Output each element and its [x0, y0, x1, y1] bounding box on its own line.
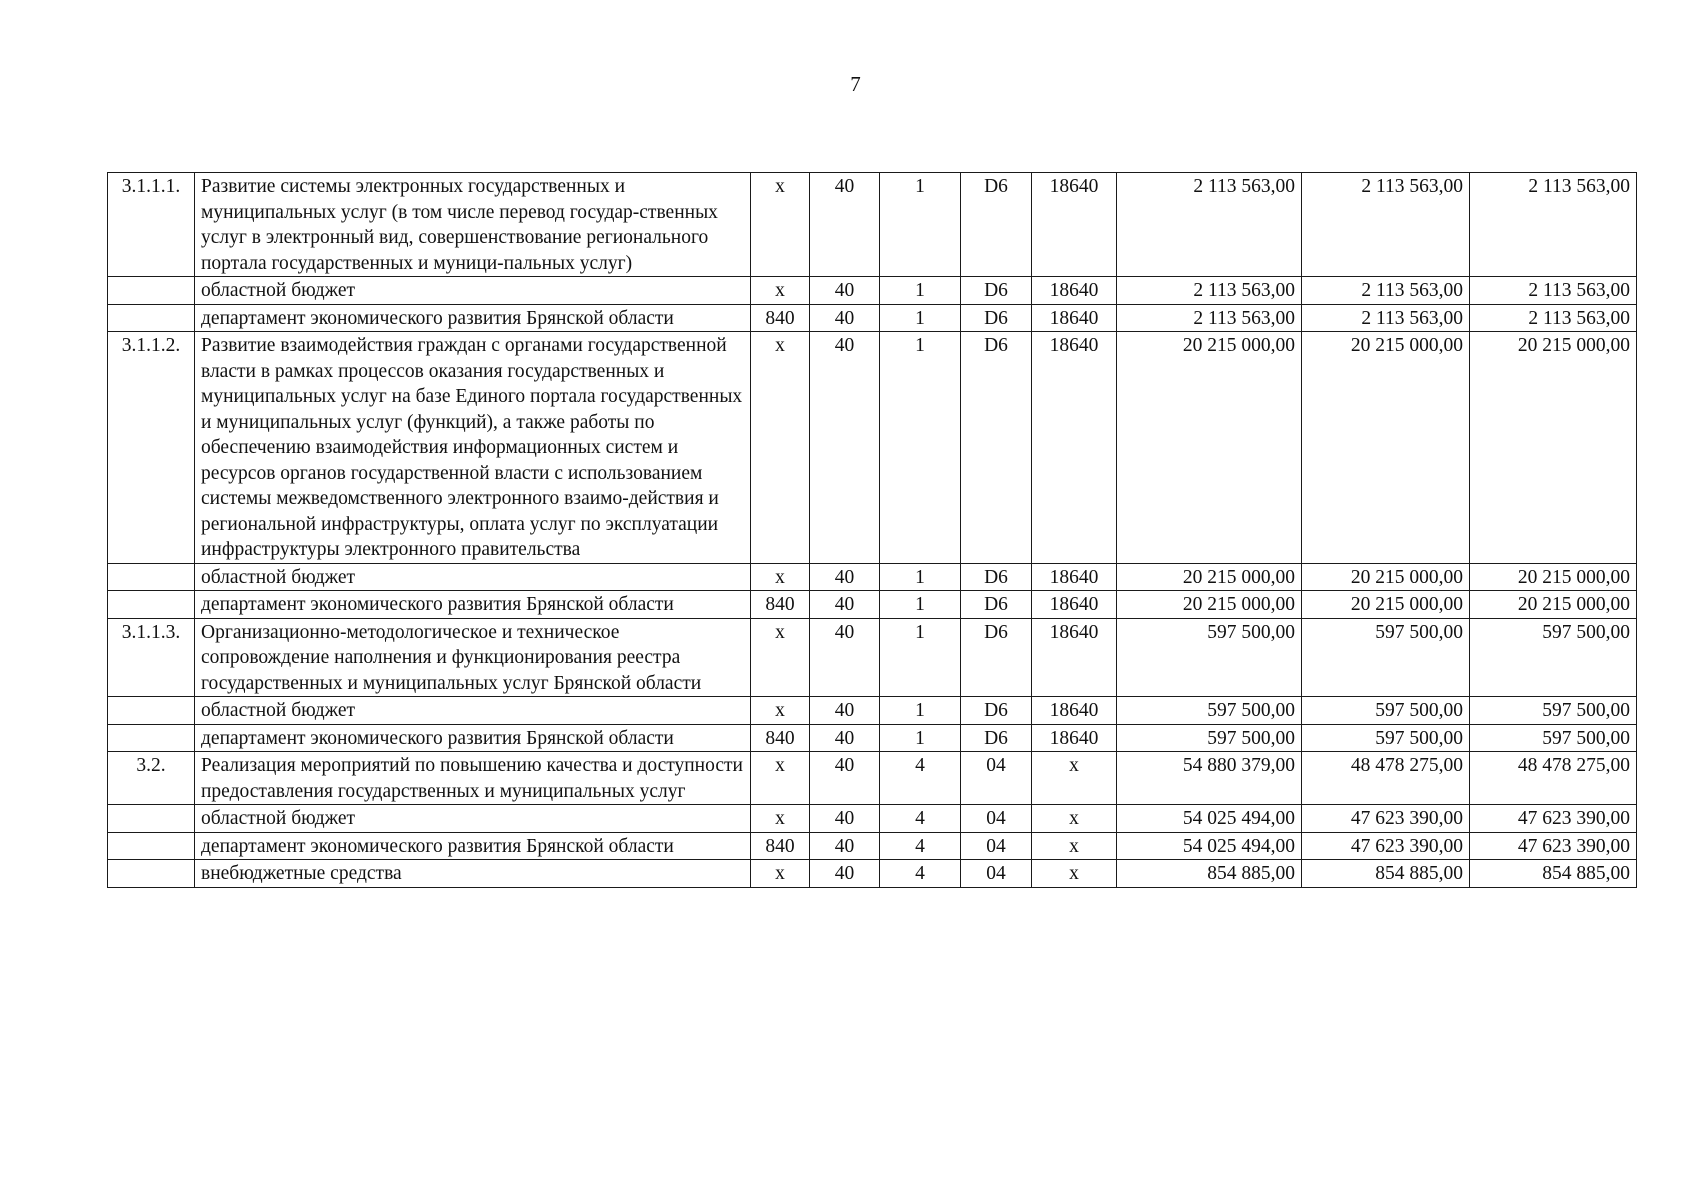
table-row	[108, 752, 1637, 805]
code-direction-cell: х	[1032, 805, 1117, 833]
amount-year1-cell: 854 885,00	[1117, 860, 1302, 888]
amount-year3-cell: 48 478 275,00	[1470, 752, 1637, 805]
amount-year2-cell: 47 623 390,00	[1302, 832, 1470, 860]
code-program-cell: 40	[810, 697, 880, 725]
code-event-cell: D6	[961, 563, 1032, 591]
code-program-cell: 40	[810, 332, 880, 564]
code-event-cell: 04	[961, 805, 1032, 833]
item-number	[108, 805, 195, 833]
table-row	[108, 591, 1637, 619]
code-event-cell: D6	[961, 277, 1032, 305]
code-direction-cell: 18640	[1032, 591, 1117, 619]
amount-year1-cell: 54 025 494,00	[1117, 832, 1302, 860]
amount-year3-cell: 2 113 563,00	[1470, 304, 1637, 332]
item-number	[108, 724, 195, 752]
code-grbs-cell: х	[751, 860, 810, 888]
amount-year1-cell: 20 215 000,00	[1117, 332, 1302, 564]
amount-year3-cell: 2 113 563,00	[1470, 277, 1637, 305]
code-subprogram-cell: 1	[880, 591, 961, 619]
amount-year1-cell: 20 215 000,00	[1117, 563, 1302, 591]
table-row	[108, 724, 1637, 752]
code-program-cell: 40	[810, 304, 880, 332]
code-direction-cell: 18640	[1032, 332, 1117, 564]
code-event-cell: D6	[961, 332, 1032, 564]
code-event-cell: D6	[961, 591, 1032, 619]
amount-year2-cell: 597 500,00	[1302, 724, 1470, 752]
amount-year3-cell: 47 623 390,00	[1470, 832, 1637, 860]
amount-year2-cell: 597 500,00	[1302, 697, 1470, 725]
code-subprogram-cell: 1	[880, 563, 961, 591]
amount-year1-cell: 597 500,00	[1117, 697, 1302, 725]
code-event-cell: D6	[961, 618, 1032, 697]
code-event-cell: 04	[961, 832, 1032, 860]
budget-table	[107, 172, 1637, 888]
code-direction-cell: 18640	[1032, 618, 1117, 697]
code-program-cell: 40	[810, 724, 880, 752]
amount-year3-cell: 2 113 563,00	[1470, 173, 1637, 277]
amount-year3-cell: 20 215 000,00	[1470, 591, 1637, 619]
code-grbs-cell: х	[751, 332, 810, 564]
amount-year1-cell: 597 500,00	[1117, 724, 1302, 752]
table-body	[108, 173, 1637, 888]
amount-year2-cell: 20 215 000,00	[1302, 563, 1470, 591]
item-number	[108, 277, 195, 305]
code-subprogram-cell: 4	[880, 832, 961, 860]
description-cell: областной бюджет	[195, 697, 751, 725]
code-grbs-cell: 840	[751, 591, 810, 619]
amount-year3-cell: 47 623 390,00	[1470, 805, 1637, 833]
description-cell: Развитие системы электронных государственных и муниципальных услуг (в том числе перевод государ-ственных услуг в электронный вид, совершенствование регионального портала государственных и муници-пальных услуг)	[195, 173, 751, 277]
item-number	[108, 697, 195, 725]
code-direction-cell: 18640	[1032, 724, 1117, 752]
amount-year1-cell: 54 025 494,00	[1117, 805, 1302, 833]
description-cell: департамент экономического развития Брянской области	[195, 832, 751, 860]
table-row	[108, 697, 1637, 725]
code-grbs-cell: х	[751, 173, 810, 277]
code-direction-cell: х	[1032, 752, 1117, 805]
code-program-cell: 40	[810, 591, 880, 619]
item-number	[108, 563, 195, 591]
description-cell: департамент экономического развития Брянской области	[195, 304, 751, 332]
code-direction-cell: х	[1032, 860, 1117, 888]
code-event-cell: D6	[961, 724, 1032, 752]
item-number	[108, 832, 195, 860]
code-program-cell: 40	[810, 563, 880, 591]
code-subprogram-cell: 1	[880, 277, 961, 305]
amount-year3-cell: 597 500,00	[1470, 618, 1637, 697]
description-cell: областной бюджет	[195, 805, 751, 833]
code-subprogram-cell: 1	[880, 332, 961, 564]
code-direction-cell: 18640	[1032, 563, 1117, 591]
amount-year3-cell: 597 500,00	[1470, 697, 1637, 725]
amount-year2-cell: 2 113 563,00	[1302, 304, 1470, 332]
code-grbs-cell: х	[751, 563, 810, 591]
code-direction-cell: 18640	[1032, 304, 1117, 332]
code-direction-cell: х	[1032, 832, 1117, 860]
description-cell: областной бюджет	[195, 277, 751, 305]
description-cell: Организационно-методологическое и техническое сопровождение наполнения и функционирования реестра государственных и муниципальных услуг Брянской области	[195, 618, 751, 697]
code-subprogram-cell: 1	[880, 173, 961, 277]
code-grbs-cell: х	[751, 618, 810, 697]
code-program-cell: 40	[810, 752, 880, 805]
table-row	[108, 805, 1637, 833]
amount-year2-cell: 20 215 000,00	[1302, 591, 1470, 619]
code-subprogram-cell: 4	[880, 860, 961, 888]
amount-year2-cell: 47 623 390,00	[1302, 805, 1470, 833]
table-row	[108, 618, 1637, 697]
item-number: 3.2.	[108, 752, 195, 805]
code-subprogram-cell: 1	[880, 304, 961, 332]
code-grbs-cell: 840	[751, 304, 810, 332]
code-direction-cell: 18640	[1032, 277, 1117, 305]
item-number	[108, 860, 195, 888]
table-row	[108, 563, 1637, 591]
item-number	[108, 591, 195, 619]
amount-year2-cell: 2 113 563,00	[1302, 173, 1470, 277]
code-program-cell: 40	[810, 860, 880, 888]
item-number: 3.1.1.1.	[108, 173, 195, 277]
page-number: 7	[850, 72, 861, 96]
description-cell: департамент экономического развития Брянской области	[195, 591, 751, 619]
amount-year3-cell: 20 215 000,00	[1470, 332, 1637, 564]
item-number: 3.1.1.2.	[108, 332, 195, 564]
code-grbs-cell: х	[751, 277, 810, 305]
code-program-cell: 40	[810, 618, 880, 697]
amount-year1-cell: 2 113 563,00	[1117, 277, 1302, 305]
code-subprogram-cell: 1	[880, 724, 961, 752]
amount-year1-cell: 20 215 000,00	[1117, 591, 1302, 619]
code-grbs-cell: х	[751, 697, 810, 725]
amount-year2-cell: 20 215 000,00	[1302, 332, 1470, 564]
code-grbs-cell: х	[751, 805, 810, 833]
table-row	[108, 173, 1637, 277]
amount-year3-cell: 854 885,00	[1470, 860, 1637, 888]
amount-year1-cell: 597 500,00	[1117, 618, 1302, 697]
description-cell: Реализация мероприятий по повышению качества и доступности предоставления государственных и муниципальных услуг	[195, 752, 751, 805]
code-subprogram-cell: 4	[880, 805, 961, 833]
table-row	[108, 860, 1637, 888]
amount-year2-cell: 48 478 275,00	[1302, 752, 1470, 805]
code-event-cell: 04	[961, 752, 1032, 805]
amount-year1-cell: 2 113 563,00	[1117, 304, 1302, 332]
amount-year1-cell: 2 113 563,00	[1117, 173, 1302, 277]
code-grbs-cell: 840	[751, 724, 810, 752]
code-subprogram-cell: 4	[880, 752, 961, 805]
code-event-cell: 04	[961, 860, 1032, 888]
description-cell: Развитие взаимодействия граждан с органами государственной власти в рамках процессов оказания государственных и муниципальных услуг на базе Единого портала государственных и муниципальных услуг (функций), а также работы по обеспечению взаимодействия информационных систем и ресурсов органов государственной власти с использованием системы межведомственного электронного взаимо-действия и региональной инфраструктуры, оплата услуг по эксплуатации инфраструктуры электронного правительства	[195, 332, 751, 564]
amount-year3-cell: 597 500,00	[1470, 724, 1637, 752]
description-cell: внебюджетные средства	[195, 860, 751, 888]
table-row	[108, 332, 1637, 564]
code-grbs-cell: 840	[751, 832, 810, 860]
item-number: 3.1.1.3.	[108, 618, 195, 697]
amount-year2-cell: 2 113 563,00	[1302, 277, 1470, 305]
description-cell: департамент экономического развития Брянской области	[195, 724, 751, 752]
code-subprogram-cell: 1	[880, 618, 961, 697]
amount-year1-cell: 54 880 379,00	[1117, 752, 1302, 805]
code-direction-cell: 18640	[1032, 173, 1117, 277]
code-program-cell: 40	[810, 173, 880, 277]
code-program-cell: 40	[810, 832, 880, 860]
code-event-cell: D6	[961, 173, 1032, 277]
amount-year2-cell: 854 885,00	[1302, 860, 1470, 888]
description-cell: областной бюджет	[195, 563, 751, 591]
table-row	[108, 832, 1637, 860]
code-direction-cell: 18640	[1032, 697, 1117, 725]
table-row	[108, 277, 1637, 305]
code-program-cell: 40	[810, 277, 880, 305]
code-program-cell: 40	[810, 805, 880, 833]
amount-year3-cell: 20 215 000,00	[1470, 563, 1637, 591]
code-event-cell: D6	[961, 304, 1032, 332]
item-number	[108, 304, 195, 332]
code-event-cell: D6	[961, 697, 1032, 725]
code-subprogram-cell: 1	[880, 697, 961, 725]
code-grbs-cell: х	[751, 752, 810, 805]
amount-year2-cell: 597 500,00	[1302, 618, 1470, 697]
table-row	[108, 304, 1637, 332]
